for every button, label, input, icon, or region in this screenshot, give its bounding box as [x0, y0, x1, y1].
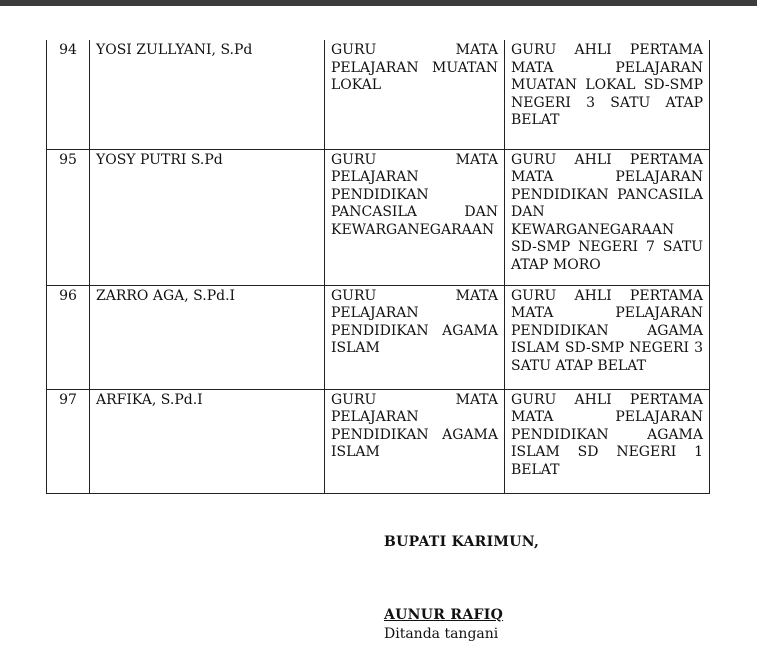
row-number: 97 [47, 389, 90, 493]
row-number: 94 [47, 40, 90, 149]
employee-name: YOSI ZULLYANI, S.Pd [90, 40, 325, 149]
current-position: GURU MATA PELAJARAN PENDIDIKAN PANCASILA DAN KEWARGANEGARAAN [325, 149, 505, 285]
row-number: 96 [47, 285, 90, 389]
row-number: 95 [47, 149, 90, 285]
employee-name: YOSY PUTRI S.Pd [90, 149, 325, 285]
appointment-position: GURU AHLI PERTAMA MATA PELAJARAN PENDIDIKAN AGAMA ISLAM SD-SMP NEGERI 3 SATU ATAP BELAT [505, 285, 710, 389]
personnel-table [46, 40, 710, 494]
employee-name: ZARRO AGA, S.Pd.I [90, 285, 325, 389]
appointment-position: GURU AHLI PERTAMA MATA PELAJARAN PENDIDIKAN AGAMA ISLAM SD NEGERI 1 BELAT [505, 389, 710, 493]
viewer-top-bar [0, 0, 757, 6]
current-position: GURU MATA PELAJARAN PENDIDIKAN AGAMA ISLAM [325, 285, 505, 389]
signature-block [384, 533, 539, 551]
table-row [47, 40, 710, 149]
table-row [47, 285, 710, 389]
appointment-position: GURU AHLI PERTAMA MATA PELAJARAN MUATAN LOKAL SD-SMP NEGERI 3 SATU ATAP BELAT [505, 40, 710, 149]
signatory-title: BUPATI KARIMUN, [384, 534, 540, 550]
signatory-name: AUNUR RAFIQ [384, 607, 504, 623]
current-position: GURU MATA PELAJARAN MUATAN LOKAL [325, 40, 505, 149]
signature-note: Ditanda tangani [384, 626, 499, 642]
table-row [47, 149, 710, 285]
employee-name: ARFIKA, S.Pd.I [90, 389, 325, 493]
table-row [47, 389, 710, 493]
current-position: GURU MATA PELAJARAN PENDIDIKAN AGAMA ISLAM [325, 389, 505, 493]
appointment-position: GURU AHLI PERTAMA MATA PELAJARAN PENDIDIKAN PANCASILA DAN KEWARGANEGARAAN SD-SMP NEGERI 7 SATU ATAP MORO [505, 149, 710, 285]
